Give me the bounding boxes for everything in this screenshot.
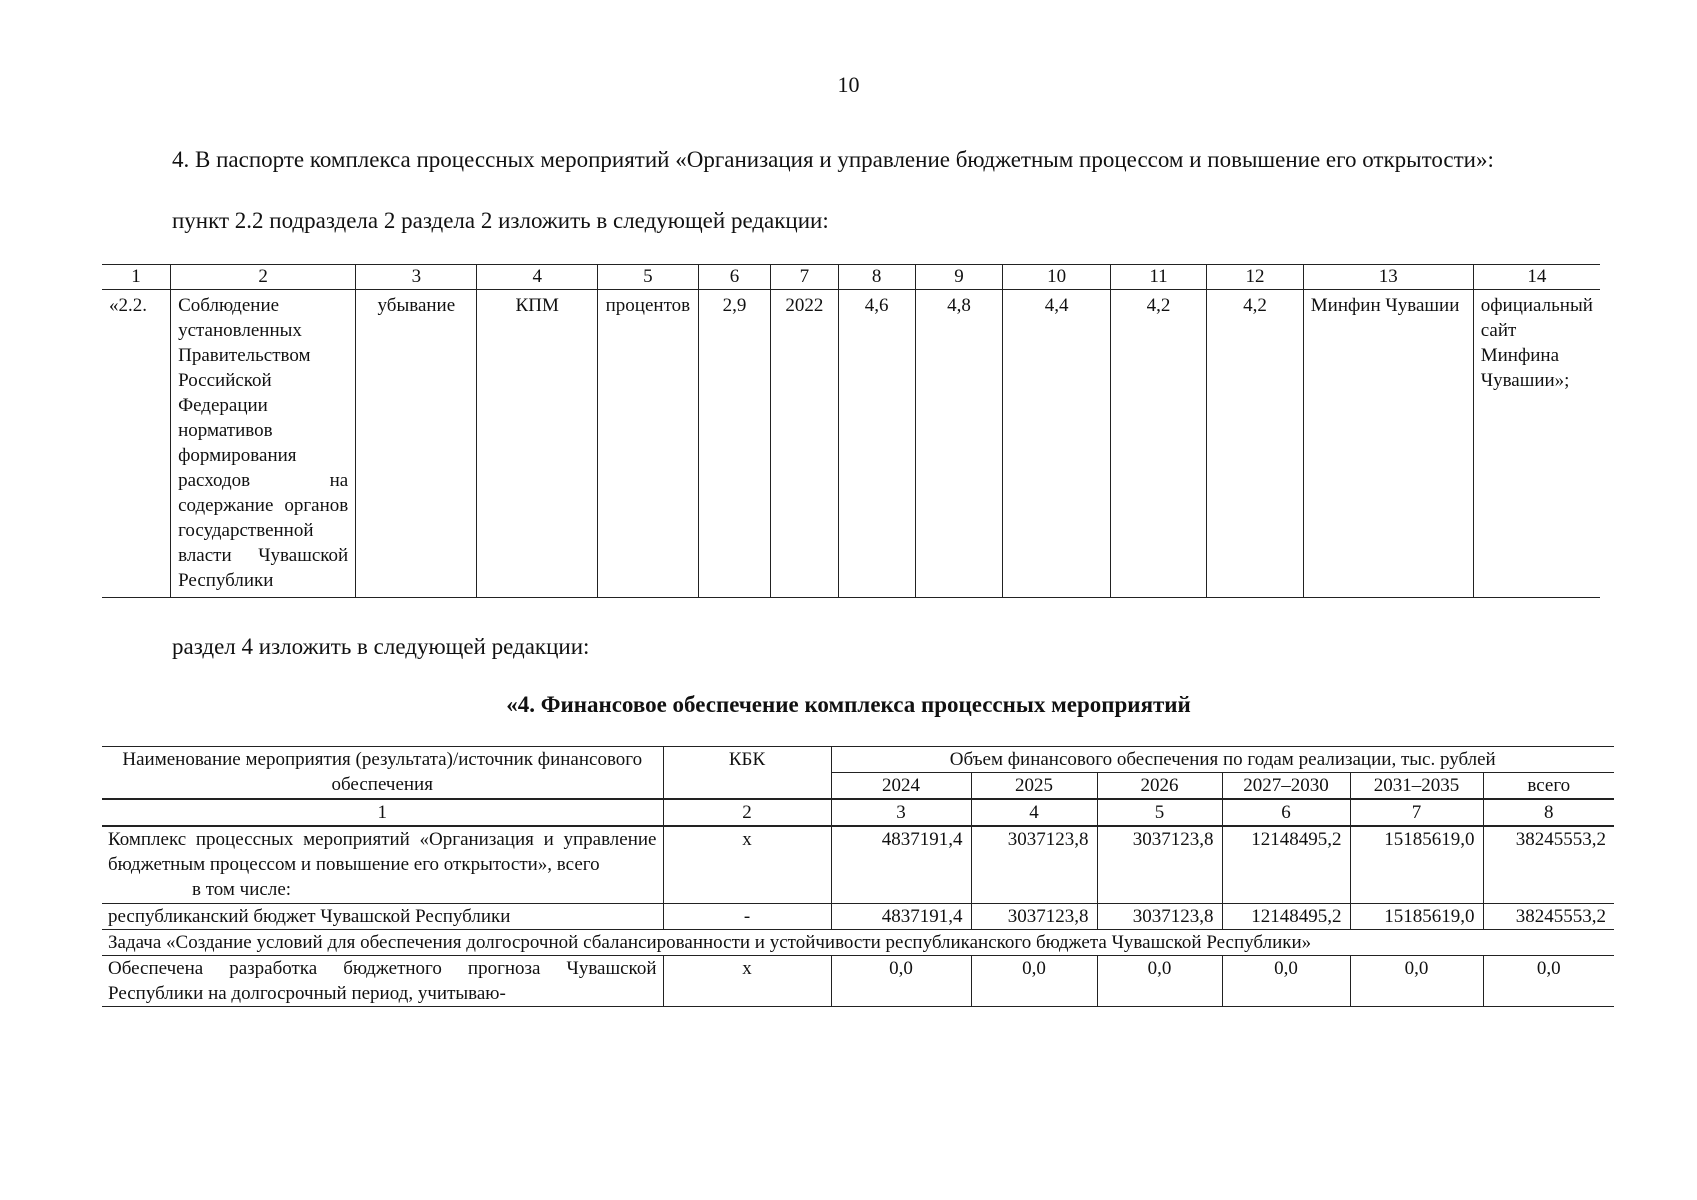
header-cell: 6 xyxy=(698,265,770,290)
responsible-cell: Минфин Чувашии xyxy=(1303,290,1473,598)
header-cell: 13 xyxy=(1303,265,1473,290)
value-cell: 12148495,2 xyxy=(1222,904,1350,930)
value-cell: 3037123,8 xyxy=(971,904,1097,930)
value-cell: 0,0 xyxy=(831,956,971,1007)
indicator-name: Соблюдение установленных Правительством Российской Федерации нормативов формирования расходов на содержание органов государственной власти Чувашской Республики xyxy=(171,290,356,598)
row-name-cell xyxy=(102,826,663,904)
indicator-table xyxy=(102,264,1600,598)
header-cell: 14 xyxy=(1473,265,1600,290)
year-header: 2027–2030 xyxy=(1222,773,1350,800)
value-cell: 12148495,2 xyxy=(1222,826,1350,904)
instruction-paragraph: пункт 2.2 подраздела 2 раздела 2 изложить в следующей редакции: xyxy=(172,208,829,233)
level-cell: КПМ xyxy=(477,290,597,598)
column-number: 3 xyxy=(831,799,971,826)
column-number: 5 xyxy=(1097,799,1222,826)
column-number: 1 xyxy=(102,799,663,826)
value-cell: 0,0 xyxy=(1222,956,1350,1007)
column-number: 8 xyxy=(1483,799,1614,826)
table-header-row xyxy=(102,265,1600,290)
header-cell: 12 xyxy=(1207,265,1304,290)
value-cell: 3037123,8 xyxy=(971,826,1097,904)
value-cell: 0,0 xyxy=(971,956,1097,1007)
column-number: 2 xyxy=(663,799,831,826)
value-cell: 4,2 xyxy=(1110,290,1207,598)
value-cell: 4837191,4 xyxy=(831,826,971,904)
table-row xyxy=(102,290,1600,598)
table-header-row xyxy=(102,747,1614,773)
table-row xyxy=(102,826,1614,904)
value-cell: 0,0 xyxy=(1097,956,1222,1007)
value-cell: 4,6 xyxy=(838,290,915,598)
table-row xyxy=(102,904,1614,930)
row-subtitle: в том числе: xyxy=(192,879,292,900)
year-header: 2025 xyxy=(971,773,1097,800)
column-header-kbk: КБК xyxy=(663,747,831,800)
section-note: раздел 4 изложить в следующей редакции: xyxy=(172,634,590,659)
column-number-row xyxy=(102,799,1614,826)
year-header: 2024 xyxy=(831,773,971,800)
column-number: 4 xyxy=(971,799,1097,826)
column-header-name: Наименование мероприятия (результата)/источник финансового обеспечения xyxy=(102,747,663,800)
base-value-cell: 2,9 xyxy=(698,290,770,598)
year-header: 2031–2035 xyxy=(1350,773,1483,800)
header-cell: 3 xyxy=(356,265,477,290)
value-cell: 3037123,8 xyxy=(1097,826,1222,904)
header-cell: 9 xyxy=(915,265,1003,290)
financing-table xyxy=(102,746,1614,1007)
value-cell: 4,2 xyxy=(1207,290,1304,598)
section-heading: «4. Финансовое обеспечение комплекса процессных мероприятий xyxy=(506,692,1191,717)
task-row xyxy=(102,930,1614,956)
kbk-cell: - xyxy=(663,904,831,930)
row-name: республиканский бюджет Чувашской Республики xyxy=(102,904,663,930)
value-cell: 0,0 xyxy=(1483,956,1614,1007)
value-cell: 0,0 xyxy=(1350,956,1483,1007)
column-header-volume: Объем финансового обеспечения по годам реализации, тыс. рублей xyxy=(831,747,1614,773)
header-cell: 10 xyxy=(1003,265,1110,290)
page-number: 10 xyxy=(837,72,860,97)
unit-cell: процентов xyxy=(597,290,698,598)
intro-paragraph: 4. В паспорте комплекса процессных мероприятий «Организация и управление бюджетным процессом и повышение его открытости»: xyxy=(172,147,1494,172)
info-system-cell: официальный сайт Минфина Чувашии»; xyxy=(1473,290,1600,598)
task-title: Задача «Создание условий для обеспечения долгосрочной сбалансированности и устойчивости республиканского бюджета Чувашской Республики» xyxy=(102,930,1614,956)
row-name: Комплекс процессных мероприятий «Организация и управление бюджетным процессом и повышение его открытости», всего xyxy=(108,829,657,875)
header-cell: 8 xyxy=(838,265,915,290)
header-cell: 11 xyxy=(1110,265,1207,290)
header-cell: 4 xyxy=(477,265,597,290)
header-cell: 1 xyxy=(102,265,171,290)
year-header: всего xyxy=(1483,773,1614,800)
year-header: 2026 xyxy=(1097,773,1222,800)
kbk-cell: х xyxy=(663,826,831,904)
header-cell: 5 xyxy=(597,265,698,290)
value-cell: 4,4 xyxy=(1003,290,1110,598)
row-name: Обеспечена разработка бюджетного прогноза Чувашской Республики на долгосрочный период, учитываю- xyxy=(102,956,663,1007)
base-year-cell: 2022 xyxy=(771,290,839,598)
value-cell: 38245553,2 xyxy=(1483,826,1614,904)
column-number: 7 xyxy=(1350,799,1483,826)
value-cell: 38245553,2 xyxy=(1483,904,1614,930)
trend-cell: убывание xyxy=(356,290,477,598)
header-cell: 2 xyxy=(171,265,356,290)
kbk-cell: х xyxy=(663,956,831,1007)
row-number: «2.2. xyxy=(102,290,171,598)
header-cell: 7 xyxy=(771,265,839,290)
value-cell: 15185619,0 xyxy=(1350,826,1483,904)
value-cell: 4,8 xyxy=(915,290,1003,598)
value-cell: 3037123,8 xyxy=(1097,904,1222,930)
value-cell: 15185619,0 xyxy=(1350,904,1483,930)
table-row xyxy=(102,956,1614,1007)
value-cell: 4837191,4 xyxy=(831,904,971,930)
column-number: 6 xyxy=(1222,799,1350,826)
